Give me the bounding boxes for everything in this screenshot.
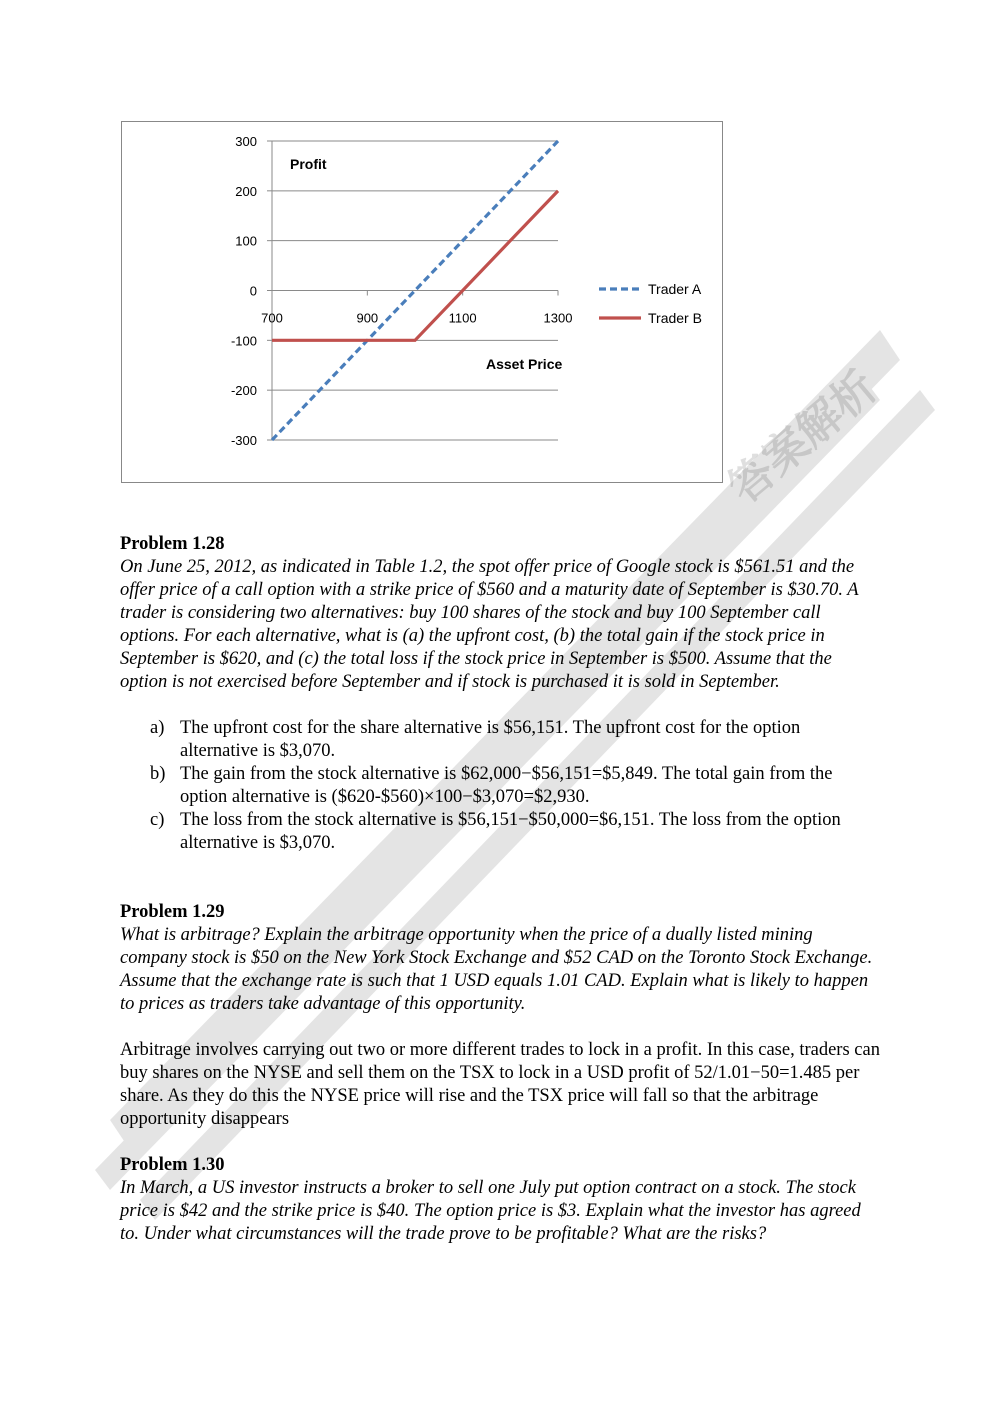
answer-marker: c) [150, 810, 165, 830]
answer-marker: b) [150, 764, 166, 784]
answer-marker: a) [150, 718, 165, 738]
answer-list [120, 717, 880, 855]
problem-heading: Problem 1.28 [120, 534, 225, 554]
y-tick-label: -200 [230, 383, 257, 399]
x-tick-label: 1300 [543, 310, 573, 326]
legend-label: Trader B [648, 310, 702, 326]
problem-heading: Problem 1.30 [120, 1155, 225, 1175]
answer-text: The upfront cost for the share alternative is $56,151. The upfront cost for the option alternative is $3,070. [180, 718, 801, 761]
chart-svg [122, 122, 722, 482]
y-tick-label: -100 [230, 333, 257, 349]
problem-1-29 [120, 901, 880, 1131]
answer-text: The gain from the stock alternative is $62,000−$56,151=$5,849. The total gain from the option alternative is ($620-$560)×100−$3,070=$2,930. [180, 764, 833, 807]
x-tick-label: 900 [356, 310, 379, 326]
problem-1-28 [120, 533, 880, 855]
watermark-text: 答案解析 [719, 361, 887, 514]
payoff-chart [121, 121, 723, 483]
y-tick-label: 300 [235, 134, 257, 149]
y-tick-label: -300 [230, 433, 257, 448]
problem-question: In March, a US investor instructs a broker to sell one July put option contract on a stock. The stock price is $42 and the strike price is $40. The option price is $3. Explain what the investor has agreed to. Under what circumstances will the trade prove to be profitable? What are the risks? [120, 1178, 861, 1244]
answer-item [120, 717, 880, 763]
answer-text: The loss from the stock alternative is $56,151−$50,000=$6,151. The loss from the option alternative is $3,070. [180, 810, 841, 853]
y-tick-label: 0 [249, 283, 257, 299]
problem-question: What is arbitrage? Explain the arbitrage opportunity when the price of a dually listed mining company stock is $50 on the New York Stock Exchange and $52 CAD on the Toronto Stock Exchange. Assume that the exchange rate is such that 1 USD equals 1.01 CAD. Explain what is likely to happen to prices as traders take advantage of this opportunity. [120, 925, 873, 1014]
answer-item [120, 763, 880, 809]
x-tick-label: 1100 [448, 310, 477, 326]
problem-heading: Problem 1.29 [120, 902, 225, 922]
y-tick-label: 200 [235, 183, 257, 199]
x-tick-label: 700 [261, 310, 283, 326]
legend-label: Trader A [648, 281, 702, 297]
answer-item [120, 809, 880, 855]
problem-1-30 [120, 1154, 880, 1246]
x-axis-title: Asset Price [486, 356, 563, 372]
problem-question: On June 25, 2012, as indicated in Table 1.2, the spot offer price of Google stock is $561.51 and the offer price of a call option with a strike price of $560 and a maturity date of September is $30.70. A trader is considering two alternatives: buy 100 shares of the stock and buy 100 September call options. For each alternative, what is (a) the upfront cost, (b) the total gain if the stock price in September is $620, and (c) the total loss if the stock price in September is $500. Assume that the option is not exercised before September and if stock is purchased it is sold in September. [120, 557, 859, 692]
problem-answer: Arbitrage involves carrying out two or more different trades to lock in a profit. In this case, traders can buy shares on the NYSE and sell them on the TSX to lock in a USD profit of 52/1.01−50=1.485 per share. As they do this the NYSE price will rise and the TSX price will fall so that the arbitrage opportunity disappears [120, 1040, 880, 1129]
y-tick-label: 100 [235, 233, 257, 249]
series-line [272, 191, 558, 341]
y-axis-title: Profit [290, 156, 327, 172]
